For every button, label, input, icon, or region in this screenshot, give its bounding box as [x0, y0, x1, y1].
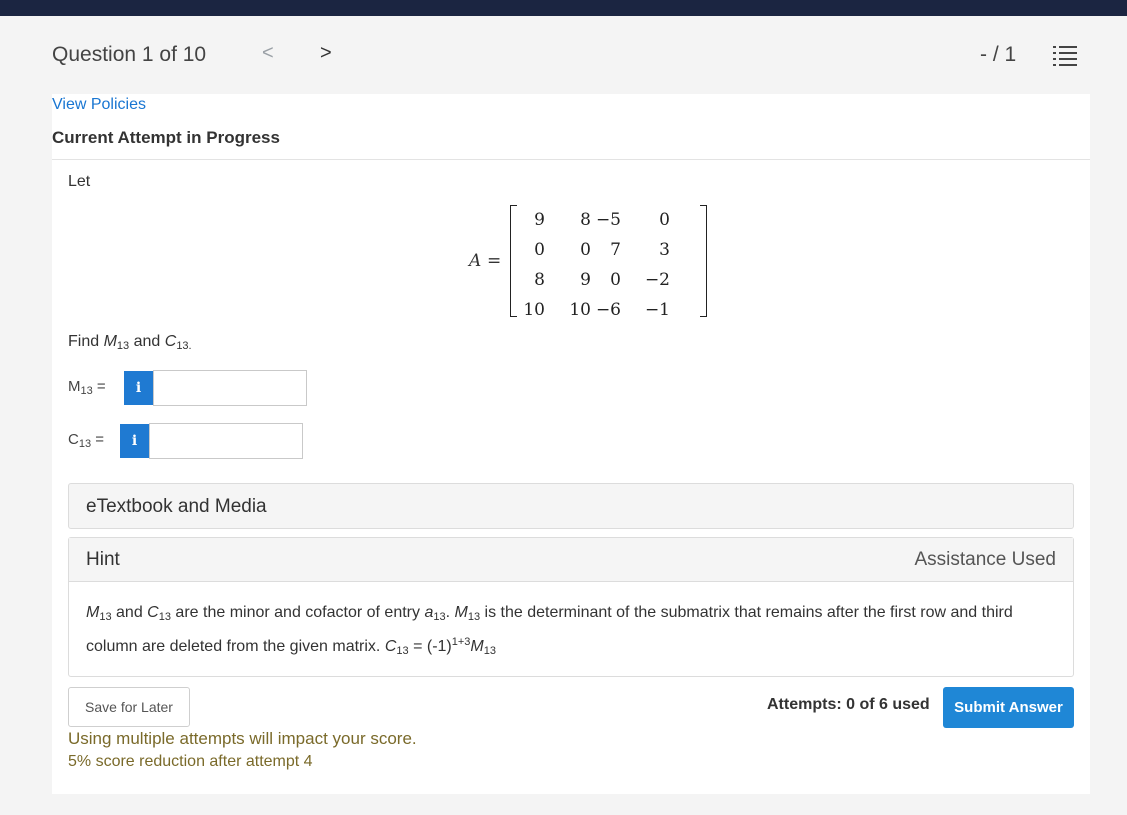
- m13-label: [68, 378, 106, 397]
- attempt-warning: Using multiple attempts will impact your score.: [68, 729, 417, 748]
- hint-a: a: [424, 604, 434, 621]
- matrix-cell: 0: [659, 210, 670, 230]
- assistance-used-status: Assistance Used: [914, 549, 1056, 570]
- m13-symbol: M: [68, 378, 81, 395]
- matrix-grid: [521, 207, 699, 324]
- hint-exponent: 1+3: [451, 636, 471, 648]
- hint-panel: [68, 537, 1074, 677]
- question-counter: Question 1 of 10: [52, 43, 207, 66]
- c13-info-button[interactable]: i: [120, 424, 149, 458]
- find-c-symbol: C: [164, 333, 177, 350]
- matrix-cell: 0: [610, 270, 621, 290]
- find-instruction: [68, 333, 192, 352]
- find-m-symbol: M: [103, 333, 117, 350]
- question-header: [52, 28, 1090, 84]
- c13-sub: 13: [78, 438, 92, 450]
- hint-m: M: [86, 604, 100, 621]
- hint-text-minor: are the minor and cofactor of entry: [170, 604, 425, 621]
- hint-c2: C: [384, 638, 397, 655]
- question-card: [52, 94, 1090, 794]
- matrix-cell: 9: [534, 210, 545, 230]
- hint-text-determinant: is the determinant of the submatrix that remains after the first row and third column are deleted from the given matrix.: [86, 604, 1013, 655]
- hint-c2-sub: 13: [396, 645, 409, 657]
- matrix-equals: =: [487, 251, 502, 271]
- hint-m3: M: [470, 638, 484, 655]
- hint-m2-sub: 13: [467, 611, 481, 623]
- matrix-cell: 9: [580, 270, 591, 290]
- matrix-cell: −1: [644, 300, 670, 320]
- left-bracket: [510, 205, 517, 317]
- matrix-cell: −5: [595, 210, 621, 230]
- find-c-sub: 13.: [176, 340, 192, 352]
- hint-m-sub: 13: [99, 611, 112, 623]
- matrix-cell: 10: [569, 300, 591, 320]
- hint-m3-sub: 13: [483, 645, 496, 657]
- next-question-button[interactable]: >: [320, 42, 332, 64]
- matrix-cell: −2: [644, 270, 670, 290]
- view-policies-link[interactable]: View Policies: [52, 96, 146, 113]
- c13-label: [68, 431, 104, 450]
- hint-label: Hint: [86, 549, 120, 570]
- m13-answer-input[interactable]: [153, 370, 307, 406]
- previous-question-button[interactable]: <: [262, 42, 274, 64]
- c13-answer-input[interactable]: [149, 423, 303, 459]
- right-bracket: [700, 205, 707, 317]
- c13-equals: =: [91, 431, 105, 448]
- problem-intro: Let: [68, 173, 91, 190]
- save-for-later-button[interactable]: Save for Later: [68, 687, 190, 727]
- find-and: and: [129, 333, 165, 350]
- hint-c: C: [147, 604, 159, 621]
- m13-equals: =: [92, 378, 106, 395]
- find-m-sub: 13: [116, 340, 130, 352]
- hint-a-sub: 13: [433, 611, 446, 623]
- matrix-cell: 8: [580, 210, 591, 230]
- etextbook-label: eTextbook and Media: [86, 496, 267, 517]
- attempt-heading: Current Attempt in Progress: [52, 128, 280, 147]
- matrix-cell: 0: [580, 240, 591, 260]
- find-prefix: Find: [68, 333, 104, 350]
- score-reduction-note: 5% score reduction after attempt 4: [68, 753, 313, 770]
- submit-answer-button[interactable]: Submit Answer: [943, 687, 1074, 728]
- etextbook-media-panel[interactable]: [68, 483, 1074, 529]
- top-bar: [0, 0, 1127, 16]
- hint-period: .: [445, 604, 455, 621]
- question-list-icon[interactable]: [1052, 44, 1078, 68]
- attempts-counter: Attempts: 0 of 6 used: [767, 696, 930, 713]
- hint-text: [86, 600, 1046, 664]
- matrix-cell: 3: [659, 240, 670, 260]
- matrix-cell: 7: [610, 240, 621, 260]
- matrix-equation: [469, 201, 769, 321]
- hint-formula: = (-1): [408, 638, 452, 655]
- question-score: - / 1: [980, 43, 1017, 66]
- hint-c-sub: 13: [158, 611, 171, 623]
- matrix-cell: 0: [534, 240, 545, 260]
- m13-sub: 13: [80, 385, 93, 397]
- matrix-cell: 10: [523, 300, 545, 320]
- m13-info-button[interactable]: i: [124, 371, 153, 405]
- hint-and: and: [111, 604, 148, 621]
- hint-m2: M: [454, 604, 468, 621]
- matrix-cell: −6: [595, 300, 621, 320]
- matrix-cell: 8: [534, 270, 545, 290]
- divider: [52, 159, 1090, 160]
- c13-symbol: C: [68, 431, 79, 448]
- matrix-name: A: [469, 251, 482, 271]
- hint-header[interactable]: [69, 538, 1073, 582]
